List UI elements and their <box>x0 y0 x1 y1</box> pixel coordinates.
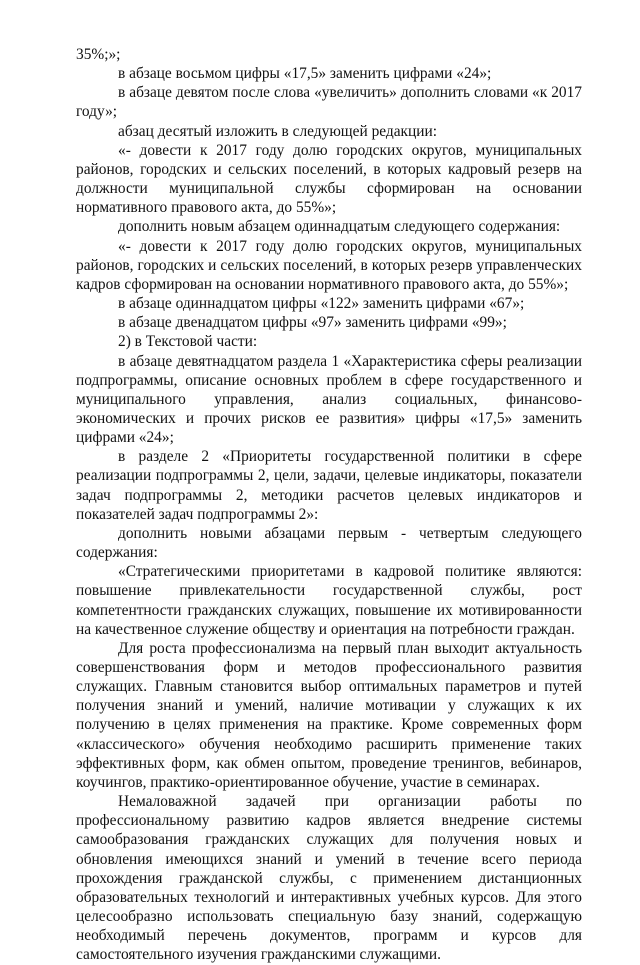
paragraph: «Стратегическими приоритетами в кадровой политике являются: повышение привлекательности государственной службы, рост компетентности гражданских служащих, повышение их мотивированности на качественное служение обществу и ориентация на потребности граждан. <box>76 563 582 638</box>
paragraph: Для роста профессионализма на первый план выходит актуальность совершенствования форм и методов профессионального развития служащих. Главным становится выбор оптимальных параметров и путей получения знаний и умений, наличие мотивации у служащих к их получению в целях применения на практике. Кроме современных форм «классического» обучения необходимо расширить применение таких эффективных форм, как обмен опытом, проведение тренингов, вебинаров, коучингов, практико-ориентированное обучение, участие в семинарах. <box>76 639 582 791</box>
paragraph: Немаловажной задачей при организации работы по профессиональному развитию кадров является внедрение системы самообразования гражданских служащих для получения новых и обновления имеющихся знаний и умений в течение всего периода прохождения гражданской службы, с применением дистанционных образовательных технологий и интерактивных учебных курсов. Для этого целесообразно использовать специальную базу знаний, содержащую необходимый перечень документов, программ и курсов для самостоятельного изучения гражданскими служащими. <box>76 793 582 964</box>
paragraph: в абзаце девятнадцатом раздела 1 «Характеристика сферы реализации подпрограммы, описание основных проблем в сфере государственного и муниципального управления, анализ социальных, финансово-экономических и прочих рисков ее развития» цифры «17,5» заменить цифрами «24»; <box>76 352 582 447</box>
paragraph: в абзаце девятом после слова «увеличить» дополнить словами «к 2017 году»; <box>76 84 582 121</box>
paragraph: дополнить новыми абзацами первым - четвертым следующего содержания: <box>76 524 582 562</box>
paragraph: в абзаце одиннадцатом цифры «122» заменить цифрами «67»; <box>118 295 525 313</box>
paragraph: абзац десятый изложить в следующей редакции: <box>118 122 438 140</box>
paragraph: 35%;»; <box>76 46 121 63</box>
paragraph: «- довести к 2017 году долю городских округов, муниципальных районов, городских и сельских поселений, в которых кадровый резерв на должности муниципальной службы сформирован на основании нормативного правового акта, до 55%»; <box>76 141 582 217</box>
paragraph: «- довести к 2017 году долю городских округов, муниципальных районов, городских и сельских поселений, в которых резерв управленческих кадров сформирован на основании нормативного правового акта, до 55%»; <box>76 237 582 293</box>
paragraph: в абзаце двенадцатом цифры «97» заменить цифрами «99»; <box>118 314 507 332</box>
paragraph: в абзаце восьмом цифры «17,5» заменить цифрами «24»; <box>118 65 492 83</box>
paragraph: в разделе 2 «Приоритеты государственной политики в сфере реализации подпрограммы 2, цели, задачи, целевые индикаторы, показатели задач подпрограммы 2, методики расчетов целевых индикаторов и показателей задач подпрограммы 2»: <box>76 448 582 523</box>
paragraph: дополнить новым абзацем одиннадцатым следующего содержания: <box>118 218 561 236</box>
paragraph: 2) в Текстовой части: <box>118 333 258 351</box>
